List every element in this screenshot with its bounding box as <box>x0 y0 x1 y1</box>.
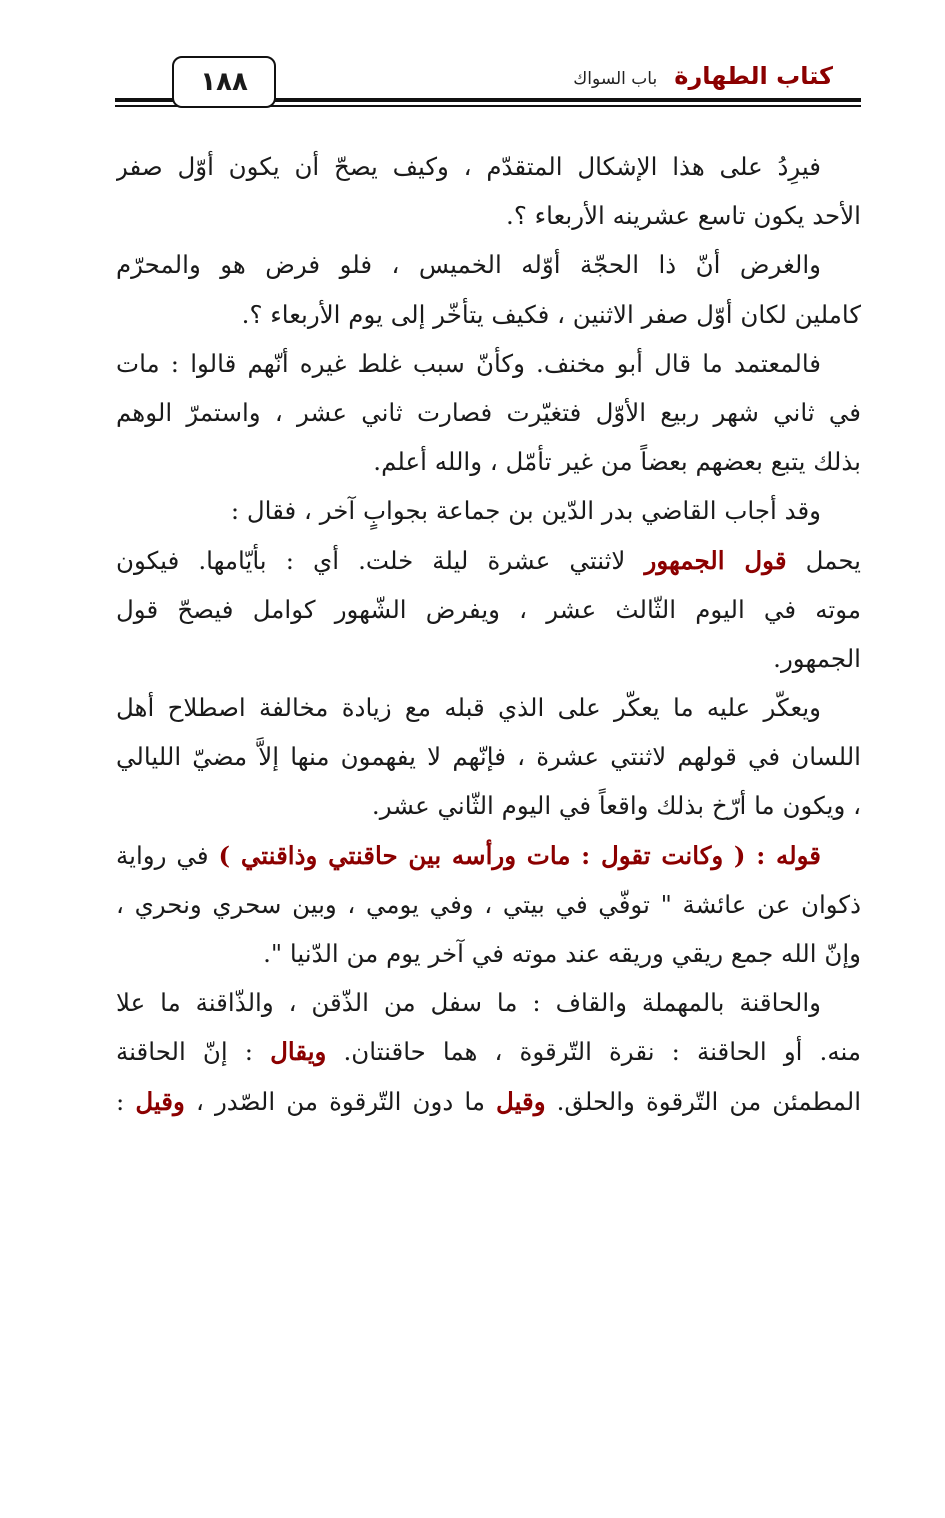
text-line: الأحد يكون تاسع عشرينه الأربعاء ؟. <box>506 201 861 231</box>
text-run: : <box>116 1086 125 1116</box>
text-line: كاملين لكان أوّل صفر الاثنين ، فكيف يتأخّر إلى يوم الأربعاء ؟. <box>241 299 861 329</box>
page-body <box>116 142 861 1126</box>
text-run: في رواية <box>116 840 209 870</box>
text-line: ، ويكون ما أرّخ بذلك واقعاً في اليوم الثّاني عشر. <box>371 791 861 821</box>
book-title: كتاب الطهارة <box>674 62 833 90</box>
text-run: ما دون التّرقوة من الصّدر ، <box>195 1086 485 1116</box>
text-line: موته في اليوم الثّالث عشر ، ويفرض الشّهور كوامل فيصحّ قول <box>116 594 861 624</box>
page-number: ١٨٨ <box>200 67 248 97</box>
text-run: يحمل <box>805 545 861 575</box>
text-line: فالمعتمد ما قال أبو مخنف. وكأنّ سبب غلط غيره أنّهم قالوا : مات <box>116 348 821 378</box>
text-line: بذلك يتبع بعضهم بعضاً من غير تأمّل ، والله أعلم. <box>373 447 861 477</box>
text-run: منه. أو الحاقنة : نقرة التّرقوة ، هما حاقنتان. <box>343 1037 861 1067</box>
text-line: فيرِدُ على هذا الإشكال المتقدّم ، وكيف يصحّ أن يكون أوّل صفر <box>116 152 821 181</box>
highlighted-term: وقيل <box>135 1086 185 1116</box>
text-line <box>116 1077 861 1126</box>
text-line: في ثاني شهر ربيع الأوّل فتغيّرت فصارت ثاني عشر ، واستمرّ الوهم <box>116 397 861 427</box>
highlighted-term: ويقال <box>270 1037 327 1067</box>
highlighted-term: قول الجمهور <box>644 545 787 575</box>
text-run: لاثنتي عشرة ليلة خلت. أي : بأيّامها. فيكون <box>116 545 626 575</box>
page-number-box <box>172 56 276 108</box>
highlighted-quote: قوله : ( وكانت تقول : مات ورأسه بين حاقنتي وذاقنتي ) <box>218 840 821 870</box>
text-line: ذكوان عن عائشة " توفّي في بيتي ، وفي يومي ، وبين سحري ونحري ، <box>116 889 861 919</box>
text-line: والغرض أنّ ذا الحجّة أوّله الخميس ، فلو فرض هو والمحرّم <box>116 250 821 280</box>
text-line <box>116 536 861 585</box>
text-line: اللسان في قولهم لاثنتي عشرة ، فإنّهم لا يفهمون منها إلاَّ مضيّ الليالي <box>116 742 861 772</box>
chapter-title: باب السواك <box>573 69 658 89</box>
text-line: ويعكّر عليه ما يعكّر على الذي قبله مع زيادة مخالفة اصطلاح أهل <box>116 693 821 723</box>
text-run: : إنّ الحاقنة <box>116 1037 253 1067</box>
text-line: وإنّ الله جمع ريقي وريقه عند موته في آخر يوم من الدّنيا ". <box>263 939 861 968</box>
text-line: وقد أجاب القاضي بدر الدّين بن جماعة بجوابٍ آخر ، فقال : <box>230 496 821 526</box>
highlighted-term: وقيل <box>496 1086 546 1116</box>
running-title <box>573 62 833 90</box>
text-line: والحاقنة بالمهملة والقاف : ما سفل من الذّقن ، والذّاقنة ما علا <box>116 988 821 1018</box>
text-line <box>116 831 861 880</box>
text-line: الجمهور. <box>773 643 861 673</box>
page-header <box>115 52 861 112</box>
text-run: المطمئن من التّرقوة والحلق. <box>556 1086 861 1116</box>
text-line <box>116 1027 861 1076</box>
